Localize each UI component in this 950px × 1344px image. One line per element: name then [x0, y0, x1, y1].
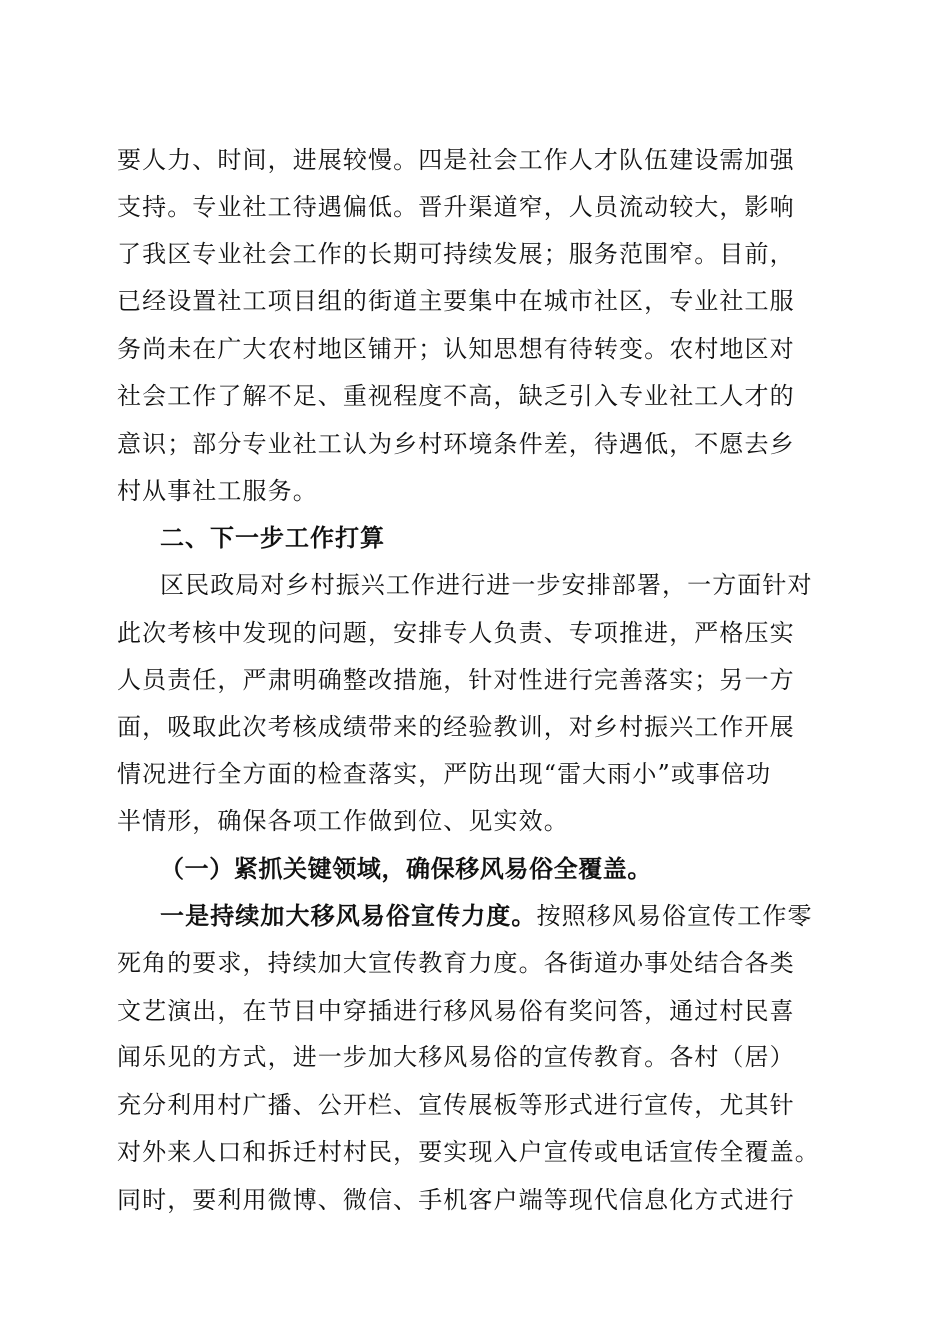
body-text-line: 闻乐见的方式，进一步加大移风易俗的宣传教育。各村（居）: [117, 1043, 795, 1071]
body-text-span: 按照移风易俗宣传工作零: [536, 902, 813, 930]
body-text-line: 同时，要利用微博、微信、手机客户端等现代信息化方式进行: [117, 1186, 795, 1214]
bold-lead-text: 一是持续加大移风易俗宣传力度。: [160, 901, 537, 930]
body-text-line: 要人力、时间，进展较慢。四是社会工作人才队伍建设需加强: [117, 146, 795, 174]
body-text-line: 社会工作了解不足、重视程度不高，缺乏引入专业社工人才的: [117, 382, 795, 410]
body-text-line: 区民政局对乡村振兴工作进行进一步安排部署，一方面针对: [160, 571, 813, 599]
body-text-line: 情况进行全方面的检查落实，严防出现“雷大雨小”或事倍功: [117, 760, 772, 788]
body-text-line: [160, 895, 880, 937]
body-text-line: 村从事社工服务。: [117, 477, 318, 505]
body-text-line: 了我区专业社会工作的长期可持续发展；服务范围窄。目前，: [117, 240, 795, 268]
body-text-line: 务尚未在广大农村地区铺开；认知思想有待转变。农村地区对: [117, 335, 795, 363]
subsection-heading: （一）紧抓关键领域，确保移风易俗全覆盖。: [160, 854, 652, 883]
body-text-line: 文艺演出，在节目中穿插进行移风易俗有奖问答，通过村民喜: [117, 997, 795, 1025]
body-text-line: 意识；部分专业社工认为乡村环境条件差，待遇低，不愿去乡: [117, 430, 795, 458]
body-text-line: 已经设置社工项目组的街道主要集中在城市社区，专业社工服: [117, 287, 795, 315]
body-text-line: 半情形，确保各项工作做到位、见实效。: [117, 807, 569, 835]
body-text-line: 对外来人口和拆迁村村民，要实现入户宣传或电话宣传全覆盖。: [117, 1138, 820, 1166]
body-text-line: 面，吸取此次考核成绩带来的经验教训，对乡村振兴工作开展: [117, 713, 795, 741]
body-text-line: 人员责任，严肃明确整改措施，针对性进行完善落实；另一方: [117, 666, 795, 694]
body-text-line: 支持。专业社工待遇偏低。晋升渠道窄，人员流动较大，影响: [117, 193, 795, 221]
body-text-line: 充分利用村广播、公开栏、宣传展板等形式进行宣传，尤其针: [117, 1091, 795, 1119]
body-text-line: 死角的要求，持续加大宣传教育力度。各街道办事处结合各类: [117, 949, 795, 977]
section-heading: 二、下一步工作打算: [160, 524, 385, 552]
body-text-line: 此次考核中发现的问题，安排专人负责、专项推进，严格压实: [117, 619, 795, 647]
